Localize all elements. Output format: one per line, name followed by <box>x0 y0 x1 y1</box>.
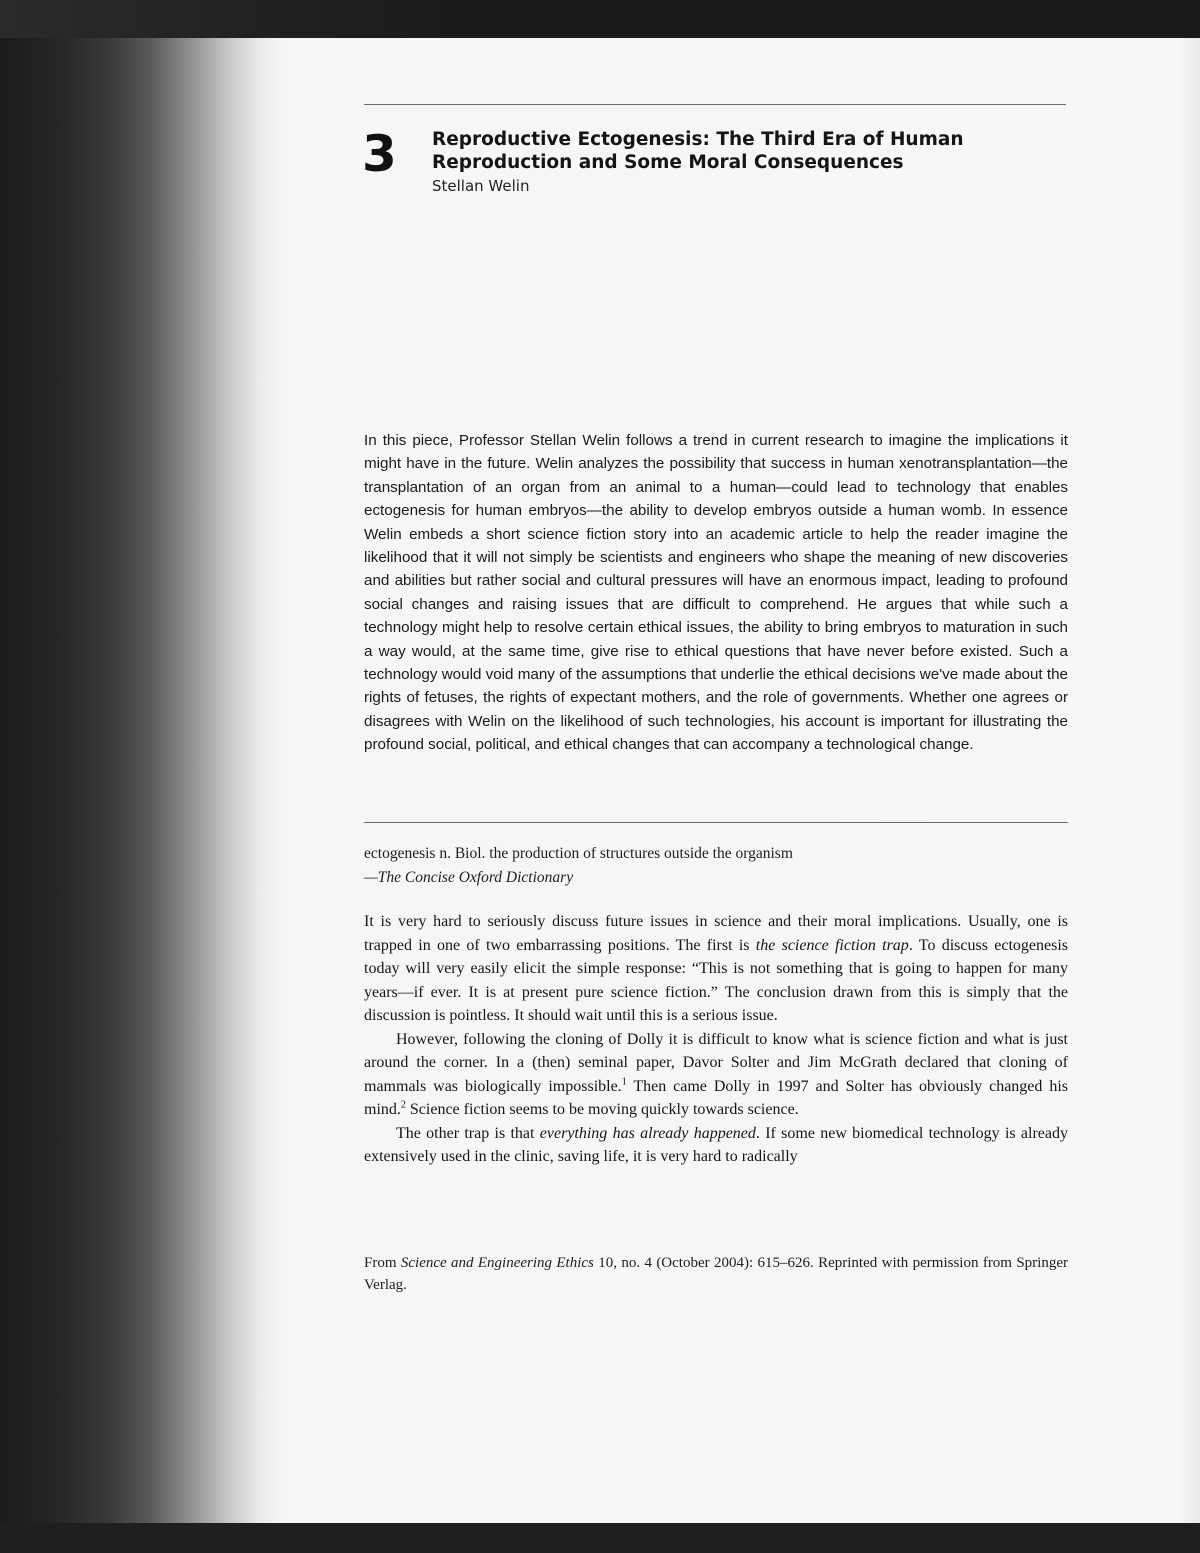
footnote-ref: 2 <box>400 1099 406 1111</box>
book-page <box>0 38 1200 1523</box>
chapter-number: 3 <box>362 125 397 183</box>
journal-name: Science and Engineering Ethics <box>400 1255 594 1271</box>
chapter-title: Reproductive Ectogenesis: The Third Era of Human Reproduction and Some Moral Consequences <box>432 129 964 173</box>
scan-top-edge <box>0 0 1200 38</box>
chapter-author: Stellan Welin <box>432 177 530 195</box>
body-paragraph: The other trap is that everything has already happened. If some new biomedical technology is already extensively used in the clinic, saving life, it is very hard to radically <box>364 1124 1068 1165</box>
epigraph <box>364 842 1068 890</box>
epigraph-definition: ectogenesis n. Biol. the production of structures outside the organism <box>364 845 793 862</box>
body-paragraph: It is very hard to seriously discuss future issues in science and their moral implications. Usually, one is trapped in one of two embarrassing positions. The first is the science fiction trap. To discuss ectogenesis today will very easily elicit the simple response: “This is not something that is going to happen for many years—if ever. It is at present pure science fiction.” The conclusion drawn from this is simply that the discussion is pointless. It should wait until this is a serious issue. <box>364 913 1068 1024</box>
source-note: From Science and Engineering Ethics 10, no. 4 (October 2004): 615–626. Reprinted with permission from Springer Verlag. <box>364 1255 1068 1293</box>
epigraph-source: —The Concise Oxford Dictionary <box>364 869 574 886</box>
editor-introduction: In this piece, Professor Stellan Welin follows a trend in current research to imagine the implications it might have in the future. Welin analyzes the possibility that success in human xenotransplantation—the transplantation of an organ from an animal to a human—could lead to technology that enables ectogenesis for human embryos—the ability to develop embryos outside a human womb. In essence Welin embeds a short science fiction story into an academic article to help the reader imagine the likelihood that it will not simply be scientists and engineers who shape the meaning of new discoveries and abilities but rather social and cultural pressures will have an enormous impact, leading to profound social changes and raising issues that are difficult to comprehend. He argues that while such a technology might help to resolve certain ethical issues, the ability to bring embryos to maturation in such a way would, at the same time, give rise to ethical questions that have never before existed. Such a technology would void many of the assumptions that underlie the ethical decisions we've made about the rights of fetuses, the rights of expectant mothers, and the role of governments. Whether one agrees or disagrees with Welin on the likelihood of such technologies, his account is important for illustrating the profound social, political, and ethical changes that can accompany a technological change. <box>364 432 1068 754</box>
section-divider <box>364 822 1068 823</box>
body-text <box>364 910 1068 1169</box>
header-rule <box>364 104 1066 105</box>
body-paragraph: However, following the cloning of Dolly it is difficult to know what is science fiction and what is just around the corner. In a (then) seminal paper, Davor Solter and Jim McGrath declared that cloning of mammals was biologically impossible.$^1$ Then came Dolly in 1997 and Solter has obviously changed his mind.$^2$ Science fiction seems to be moving quickly towards science. <box>364 1030 1069 1118</box>
footnote-ref: 1 <box>621 1076 627 1088</box>
